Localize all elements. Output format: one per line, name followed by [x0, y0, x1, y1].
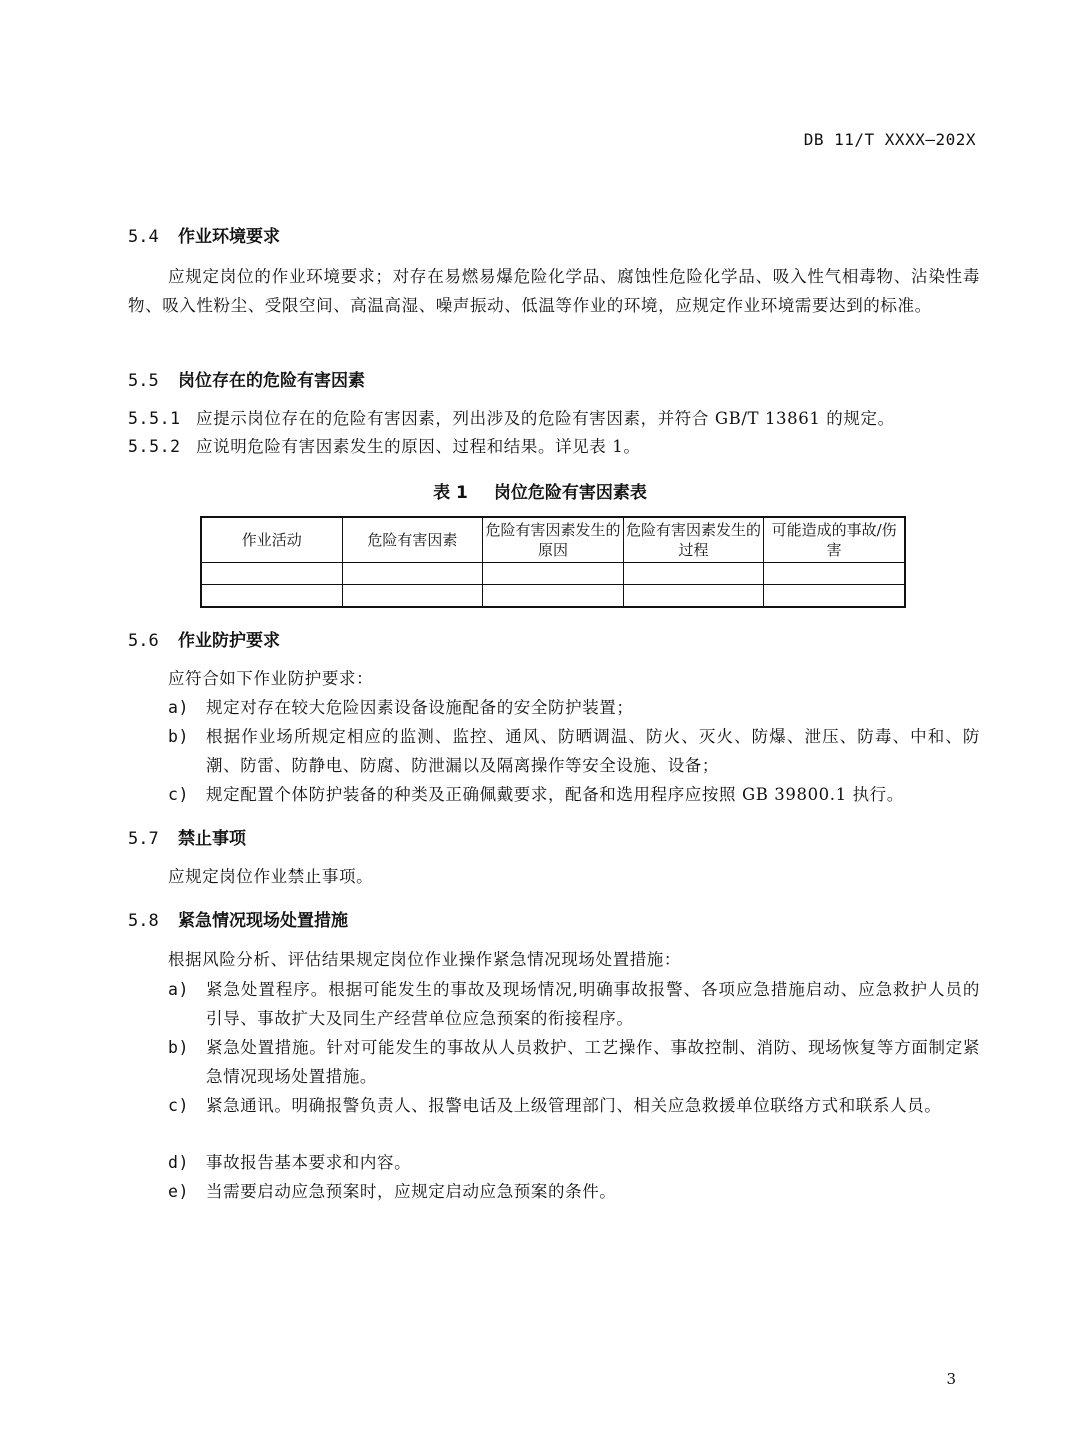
table-number: 表 1: [433, 483, 468, 503]
section-5-8-heading: [128, 906, 348, 931]
table-cell: [623, 563, 764, 585]
list-item: [168, 975, 980, 1033]
section-number: 5.8: [128, 911, 159, 931]
table-header-cell: 作业活动: [201, 517, 342, 563]
table-cell: [483, 563, 624, 585]
section-5-5-heading: [128, 366, 365, 391]
list-item: [168, 1091, 980, 1120]
list-text: 紧急通讯。明确报警负责人、报警电话及上级管理部门、相关应急救援单位联络方式和联系人员。: [206, 1096, 942, 1115]
section-title: 作业防护要求: [178, 631, 280, 651]
list-marker: d): [168, 1153, 190, 1172]
section-5-7-heading: [128, 824, 246, 849]
list-item: [168, 1033, 980, 1091]
table-cell: [764, 563, 905, 585]
section-5-6-intro: 应符合如下作业防护要求：: [168, 669, 374, 688]
table-header-cell: 危险有害因素: [342, 517, 483, 563]
list-text: 规定配置个体防护装备的种类及正确佩戴要求，配备和选用程序应按照 GB 39800.1 执行。: [206, 785, 904, 804]
list-marker: a): [168, 980, 190, 999]
section-5-4-heading: [128, 222, 280, 247]
page-number: 3: [946, 1370, 956, 1388]
list-item: [168, 722, 980, 780]
table-row: [201, 563, 905, 585]
section-5-6-heading: [128, 626, 280, 651]
list-text: 紧急处置程序。根据可能发生的事故及现场情况,明确事故报警、各项应急措施启动、应急救护人员的引导、事故扩大及同生产经营单位应急预案的衔接程序。: [206, 980, 980, 1028]
section-5-7-paragraph: 应规定岗位作业禁止事项。: [168, 867, 374, 886]
table-header-cell: 危险有害因素发生的过程: [623, 517, 764, 563]
clause-5-5-2: [128, 432, 980, 461]
table-cell: [623, 585, 764, 608]
section-title: 紧急情况现场处置措施: [178, 911, 348, 931]
section-title: 作业环境要求: [178, 227, 280, 247]
table-header-cell: 危险有害因素发生的原因: [483, 517, 624, 563]
section-number: 5.6: [128, 631, 159, 651]
clause-number: 5.5.2: [128, 437, 181, 456]
section-number: 5.4: [128, 227, 159, 247]
list-text: 根据作业场所规定相应的监测、监控、通风、防晒调温、防火、灭火、防爆、泄压、防毒、中和、防潮、防雷、防静电、防腐、防泄漏以及隔离操作等安全设施、设备；: [206, 727, 980, 775]
list-text: 紧急处置措施。针对可能发生的事故从人员救护、工艺操作、事故控制、消防、现场恢复等方面制定紧急情况现场处置措施。: [206, 1038, 980, 1086]
table-cell: [201, 563, 342, 585]
clause-text: 应说明危险有害因素发生的原因、过程和结果。详见表 1。: [196, 437, 641, 456]
clause-text: 应提示岗位存在的危险有害因素，列出涉及的危险有害因素，并符合 GB/T 13861 的规定。: [196, 409, 895, 428]
list-marker: e): [168, 1182, 190, 1201]
clause-number: 5.5.1: [128, 409, 181, 428]
list-marker: a): [168, 698, 190, 717]
list-text: 事故报告基本要求和内容。: [206, 1153, 412, 1172]
section-number: 5.5: [128, 371, 159, 391]
table-header-row: [201, 517, 905, 563]
table-cell: [764, 585, 905, 608]
list-marker: b): [168, 1038, 190, 1057]
table-header-cell: 可能造成的事故/伤害: [764, 517, 905, 563]
hazard-factor-table: [200, 516, 906, 608]
table-cell: [342, 563, 483, 585]
section-number: 5.7: [128, 829, 159, 849]
list-marker: c): [168, 785, 190, 804]
section-5-4-paragraph: 应规定岗位的作业环境要求；对存在易燃易爆危险化学品、腐蚀性危险化学品、吸入性气相毒物、沾染性毒物、吸入性粉尘、受限空间、高温高湿、噪声振动、低温等作业的环境，应规定作业环境需要达到的标准。: [128, 267, 980, 315]
clause-5-5-1: [128, 404, 980, 433]
list-item: [168, 1148, 980, 1177]
table-caption: [0, 478, 1080, 503]
list-item: [168, 780, 980, 809]
section-title: 禁止事项: [178, 829, 246, 849]
list-text: 规定对存在较大危险因素设备设施配备的安全防护装置；: [206, 698, 634, 717]
list-item: [168, 693, 980, 722]
table-title: 岗位危险有害因素表: [493, 483, 647, 503]
table-cell: [342, 585, 483, 608]
table-cell: [483, 585, 624, 608]
list-item: [168, 1177, 980, 1206]
table-cell: [201, 585, 342, 608]
section-title: 岗位存在的危险有害因素: [178, 371, 365, 391]
list-marker: b): [168, 727, 190, 746]
table-row: [201, 585, 905, 608]
list-text: 当需要启动应急预案时，应规定启动应急预案的条件。: [206, 1182, 617, 1201]
standard-code: DB 11/T XXXX—202X: [803, 130, 976, 149]
section-5-8-intro: 根据风险分析、评估结果规定岗位作业操作紧急情况现场处置措施：: [168, 950, 681, 969]
list-marker: c): [168, 1096, 190, 1115]
